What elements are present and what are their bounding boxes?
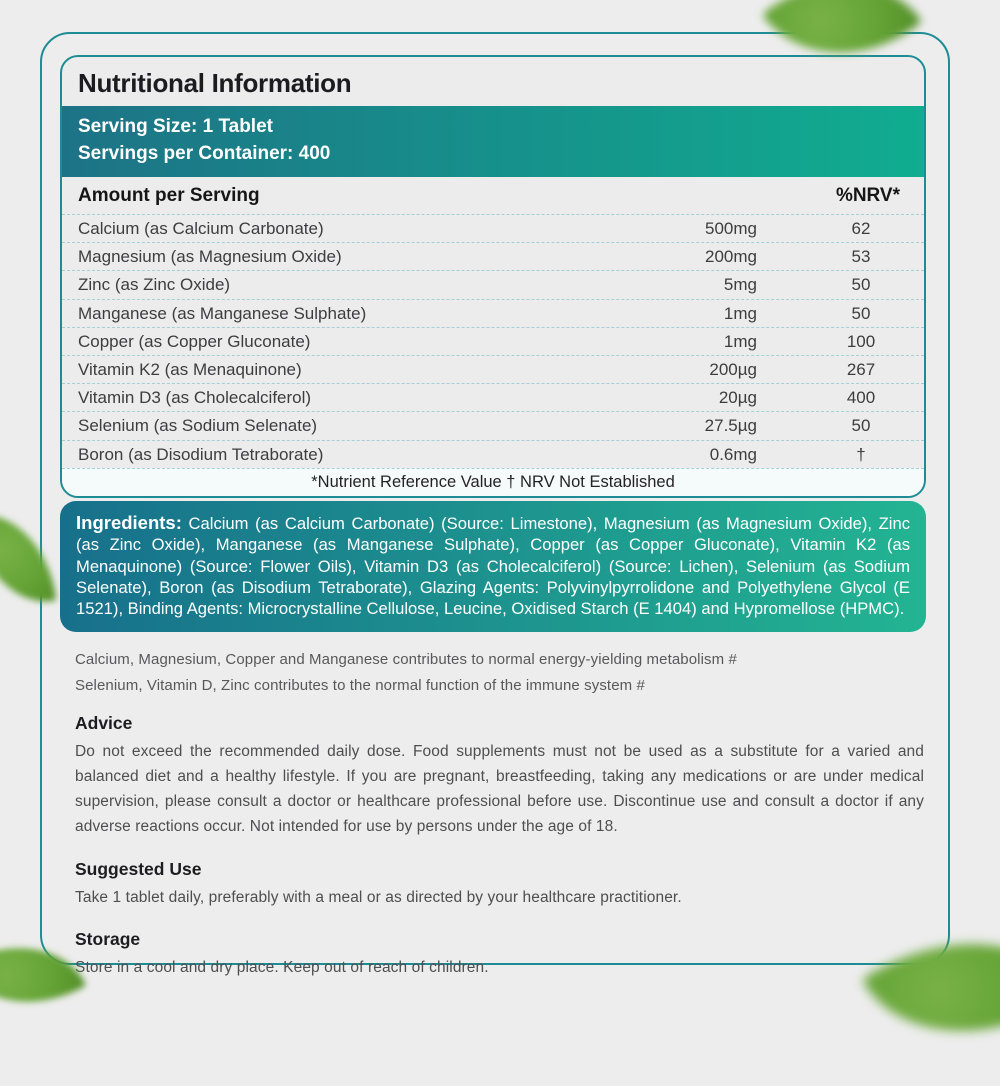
nrv-header: %NRV*: [835, 184, 900, 206]
nutrient-name: Zinc (as Zinc Oxide): [78, 275, 231, 295]
table-header-row: [62, 177, 924, 214]
page-title: Nutritional Information: [78, 68, 352, 98]
nutrient-amount: 0.6mg: [709, 444, 757, 464]
suggested-use-heading: Suggested Use: [75, 858, 202, 879]
nutrient-nrv: 50: [851, 416, 871, 436]
nutrient-amount: 1mg: [723, 303, 757, 323]
storage-heading: Storage: [75, 929, 141, 950]
ingredients-text: Calcium (as Calcium Carbonate) (Source: Limestone), Magnesium (as Magnesium Oxide), Zinc (as Zinc Oxide), Manganese (as Manganese Sulphate), Copper (as Copper Gluconate), Vitamin K2 (as Menaquinone) (Source: Flower Oils), Vitamin D3 (as Cholecalciferol) (Source: Lichen), Selenium (as Sodium Selenate), Boron (as Disodium Tetraborate), Glazing Agents: Polyvinylpyrrolidone and Polyethylene Glycol (E 1521), Binding Agents: Microcrystalline Cellulose, Leucine, Oxidised Starch (E 1404) and Hypromellose (HPMC).: [76, 513, 910, 619]
table-row: [62, 299, 924, 327]
nutrient-nrv: 400: [846, 388, 876, 408]
nutrient-nrv: †: [856, 444, 866, 464]
table-row: [62, 242, 924, 270]
advice-heading: Advice: [75, 713, 133, 734]
advice-body: Do not exceed the recommended daily dose. Food supplements must not be used as a substitute for a varied and balanced diet and a healthy lifestyle. If you are pregnant, breastfeeding, taking any medications or are under medical supervision, please consult a doctor or healthcare professional before use. Discontinue use and consult a doctor if any adverse reactions occur. Not intended for use by persons under the age of 18.: [75, 743, 924, 835]
nutrient-amount: 1mg: [723, 331, 757, 351]
nutrient-amount: 5mg: [723, 275, 757, 295]
nutrient-name: Vitamin D3 (as Cholecalciferol): [78, 388, 312, 408]
storage-body: Store in a cool and dry place. Keep out of reach of children.: [75, 959, 489, 977]
nutrient-amount: 500mg: [705, 218, 757, 238]
nutrient-name: Copper (as Copper Gluconate): [78, 331, 311, 351]
label-lower-text: [60, 632, 926, 981]
nutrient-name: Magnesium (as Magnesium Oxide): [78, 247, 342, 267]
table-row: [62, 327, 924, 355]
table-row: [62, 411, 924, 439]
nutrient-name: Calcium (as Calcium Carbonate): [78, 218, 324, 238]
nutrient-name: Manganese (as Manganese Sulphate): [78, 303, 367, 323]
nutrient-name: Selenium (as Sodium Selenate): [78, 416, 318, 436]
nutrient-amount: 200µg: [709, 359, 757, 379]
nutrient-amount: 27.5µg: [704, 416, 757, 436]
nutrient-nrv: 50: [851, 303, 871, 323]
table-row: [62, 383, 924, 411]
table-row: [62, 270, 924, 298]
nutrient-amount: 20µg: [718, 388, 757, 408]
nutrient-nrv: 100: [846, 331, 876, 351]
nutrient-amount: 200mg: [705, 247, 757, 267]
serving-info-banner: [62, 106, 924, 177]
nutrition-facts-card: [60, 55, 926, 498]
nrv-footnote: *Nutrient Reference Value † NRV Not Established: [62, 468, 924, 496]
nutrition-label: [60, 55, 926, 981]
table-row: [62, 355, 924, 383]
amount-per-serving-header: Amount per Serving: [78, 184, 260, 206]
nutrient-name: Vitamin K2 (as Menaquinone): [78, 359, 302, 379]
ingredients-label: Ingredients:: [76, 511, 182, 533]
table-row: [62, 214, 924, 242]
nutrient-nrv: 53: [851, 247, 871, 267]
ingredients-block: [60, 501, 926, 633]
table-row: [62, 440, 924, 468]
serving-size-text: Serving Size: 1 Tablet: [78, 116, 273, 137]
health-claim: Selenium, Vitamin D, Zinc contributes to the normal function of the immune system #: [75, 677, 645, 695]
nutrient-nrv: 62: [851, 218, 871, 238]
suggested-use-body: Take 1 tablet daily, preferably with a meal or as directed by your healthcare practitioner.: [75, 888, 682, 906]
nutrient-nrv: 267: [846, 359, 876, 379]
health-claim: Calcium, Magnesium, Copper and Manganese contributes to normal energy-yielding metabolism #: [75, 651, 737, 669]
nutrient-nrv: 50: [851, 275, 871, 295]
servings-per-container-text: Servings per Container: 400: [78, 142, 331, 164]
nutrient-name: Boron (as Disodium Tetraborate): [78, 444, 324, 464]
